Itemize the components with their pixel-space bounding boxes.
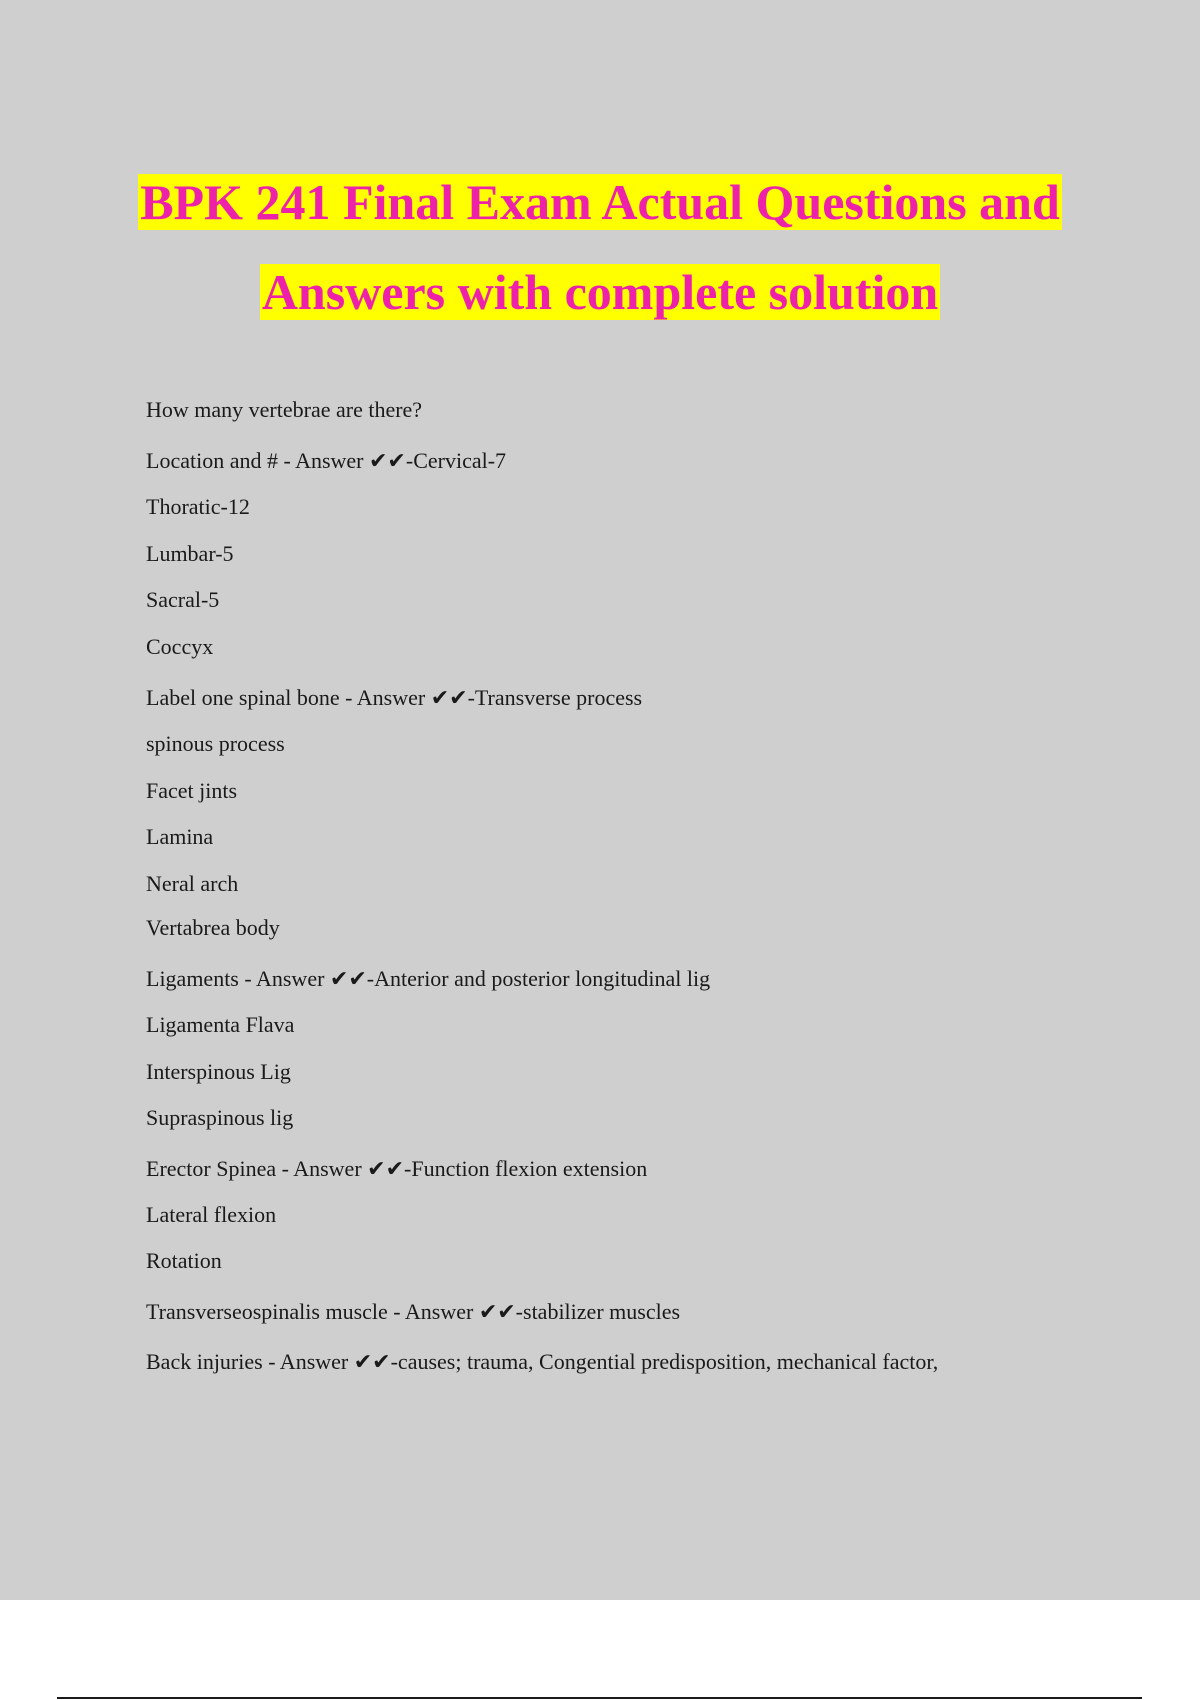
answer-line: Rotation <box>146 1248 222 1273</box>
answer-line: Supraspinous lig <box>146 1105 294 1130</box>
answer-line: Lamina <box>146 824 214 849</box>
title-highlight-1: BPK 241 Final Exam Actual Questions and <box>140 174 1060 230</box>
answer-line: Coccyx <box>146 634 214 659</box>
answer-line: Thoratic-12 <box>146 494 250 519</box>
answer-line: Neral arch <box>146 871 239 896</box>
answer-line: Transverseospinalis muscle - Answer ✔✔-stabilizer muscles <box>146 1299 681 1324</box>
answer-line: Lumbar-5 <box>146 541 234 566</box>
answer-line: Lateral flexion <box>146 1202 277 1227</box>
answer-line: spinous process <box>146 731 285 756</box>
answer-line: Ligamenta Flava <box>146 1012 295 1037</box>
answer-line: Facet jints <box>146 778 238 803</box>
question-line: How many vertebrae are there? <box>146 397 423 422</box>
document-title-line-1 <box>0 172 1200 232</box>
answer-line: Erector Spinea - Answer ✔✔-Function flexion extension <box>146 1156 648 1181</box>
document-title-line-2 <box>0 262 1200 322</box>
answer-line: Vertabrea body <box>146 915 280 940</box>
answer-line: Location and # - Answer ✔✔-Cervical-7 <box>146 448 507 473</box>
title-highlight-2: Answers with complete solution <box>261 264 939 320</box>
page-divider <box>57 1697 1142 1699</box>
answer-line: Ligaments - Answer ✔✔-Anterior and posterior longitudinal lig <box>146 966 711 991</box>
answer-line: Back injuries - Answer ✔✔-causes; trauma, Congential predisposition, mechanical factor, <box>146 1349 939 1374</box>
answer-line: Sacral-5 <box>146 587 220 612</box>
answer-line: Interspinous Lig <box>146 1059 291 1084</box>
answer-line: Label one spinal bone - Answer ✔✔-Transverse process <box>146 685 643 710</box>
